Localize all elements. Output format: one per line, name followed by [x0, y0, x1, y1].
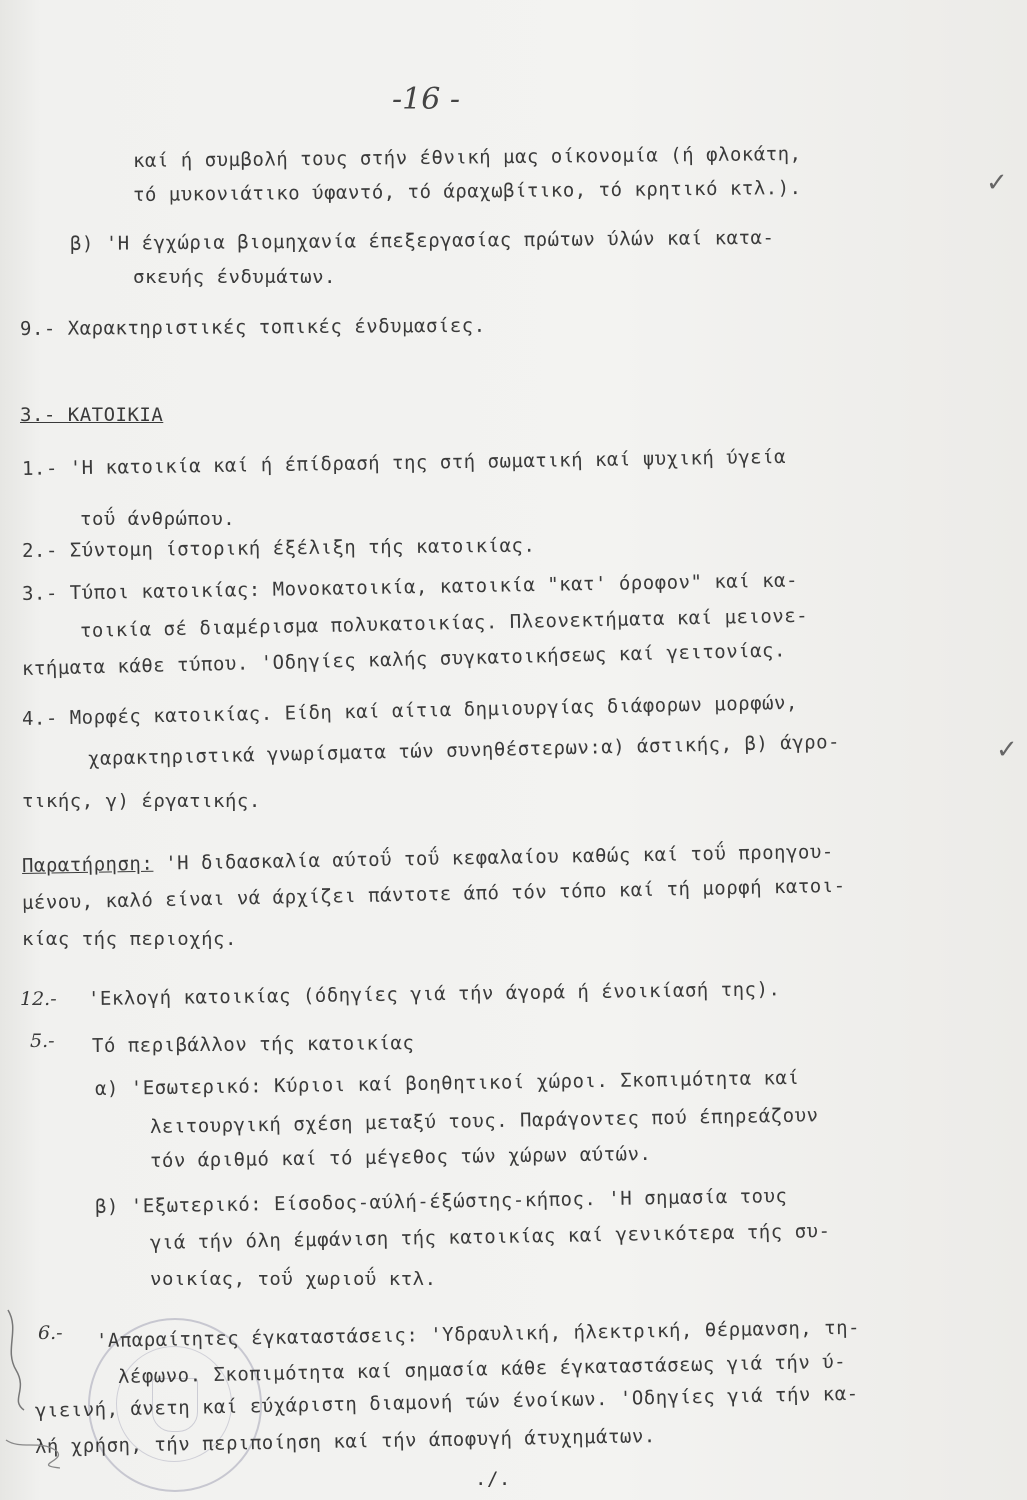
continuation-mark: ./. [475, 1468, 511, 1490]
text-line: 1.- 'Η κατοικία καί ή έπίδρασή της στή σωματική καί ψυχική ύγεία [21, 445, 787, 480]
note-text: 'Η διδασκαλία αύτοΰ τοΰ κεφαλαίου καθώς καί τοΰ προηγου- [153, 840, 834, 875]
text-line: σκευής ένδυμάτων. [133, 266, 336, 288]
handwritten-signature-icon [0, 1290, 70, 1480]
item-number: 5.- [30, 1030, 55, 1052]
text-line: 4.- Μορφές κατοικίας. Είδη καί αίτια δημιουργίας διάφορων μορφών, [21, 691, 799, 730]
text-line: κτήματα κάθε τύπου. 'Οδηγίες καλής συγκατοικήσεως καί γειτονίας. [21, 639, 787, 680]
text-line: τοΰ άνθρώπου. [80, 508, 236, 530]
check-mark-icon: ✓ [996, 735, 1018, 765]
text-line: λειτουργική σχέση μεταξύ τους. Παράγοντες πού έπηρεάζουν [149, 1104, 819, 1138]
text-line: Τό περιβάλλον τής κατοικίας [91, 1032, 415, 1057]
text-line: κίας τής περιοχής. [22, 928, 237, 950]
item-number: 6.- [38, 1322, 63, 1344]
text-line: 9.- Χαρακτηριστικές τοπικές ένδυμασίες. [19, 314, 486, 340]
text-line: β) 'Η έγχώρια βιομηχανία έπεξεργασίας πρώτων ύλών καί κατα- [69, 226, 775, 255]
text-line: 3.- Τύποι κατοικίας: Μονοκατοικία, κατοικία "κατ' όροφον" καί κα- [21, 569, 799, 605]
text-line: τοικία σέ διαμέρισμα πολυκατοικίας. Πλεονεκτήματα καί μειονε- [79, 604, 809, 642]
note-line [22, 841, 834, 877]
text-line: νοικίας, τοΰ χωριοΰ κτλ. [150, 1268, 437, 1290]
page-number: -16 - [392, 82, 460, 117]
text-line: καί ή συμβολή τους στήν έθνική μας οίκονομία (ή φλοκάτη, [132, 142, 802, 172]
text-line: λή χρήση, τήν περιποίηση καί τήν άποφυγή άτυχημάτων. [34, 1425, 656, 1458]
text-line: τό μυκονιάτικο ύφαντό, τό άραχωβίτικο, τό κρητικό κτλ.). [132, 176, 802, 206]
text-line: γιά τήν όλη έμφάνιση τής κατοικίας καί γενικότερα τής συ- [149, 1220, 831, 1254]
text-line: λέφωνο. Σκοπιμότητα καί σημασία κάθε έγκαταστάσεως γιά τήν ύ- [117, 1350, 847, 1388]
check-mark-icon: ✓ [986, 168, 1008, 198]
item-number: 12.- [20, 988, 57, 1010]
text-line: 2.- Σύντομη ίστορική έξέλιξη τής κατοικίας. [21, 534, 536, 562]
text-line: μένου, καλό είναι νά άρχίζει πάντοτε άπό τόν τόπο καί τή μορφή κατοι- [21, 874, 846, 914]
text-line: χαρακτηριστικά γνωρίσματα τών συνηθέστερων:α) άστικής, β) άγρο- [87, 730, 841, 770]
text-line: β) 'Εξωτερικό: Είσοδος-αύλή-έξώστης-κήπος. 'Η σημασία τους [94, 1185, 788, 1218]
text-line: τικής, γ) έργατικής. [22, 790, 261, 812]
text-line: α) 'Εσωτερικό: Κύριοι καί βοηθητικοί χώροι. Σκοπιμότητα καί [94, 1066, 800, 1100]
note-label: Παρατήρηση: [21, 852, 154, 877]
text-line: 'Απαραίτητες έγκαταστάσεις: 'Υδραυλική, ήλεκτρική, θέρμανση, τη- [95, 1316, 861, 1352]
section-heading: 3.- ΚΑΤΟΙΚΙΑ [20, 404, 164, 426]
text-line: τόν άριθμό καί τό μέγεθος τών χώρων αύτών. [149, 1142, 652, 1172]
text-line: 'Εκλογή κατοικίας (όδηγίες γιά τήν άγορά ή ένοικίασή της). [87, 978, 781, 1010]
text-line: γιεινή, άνετη καί εύχάριστη διαμονή τών ένοίκων. 'Οδηγίες γιά τήν κα- [34, 1382, 859, 1422]
